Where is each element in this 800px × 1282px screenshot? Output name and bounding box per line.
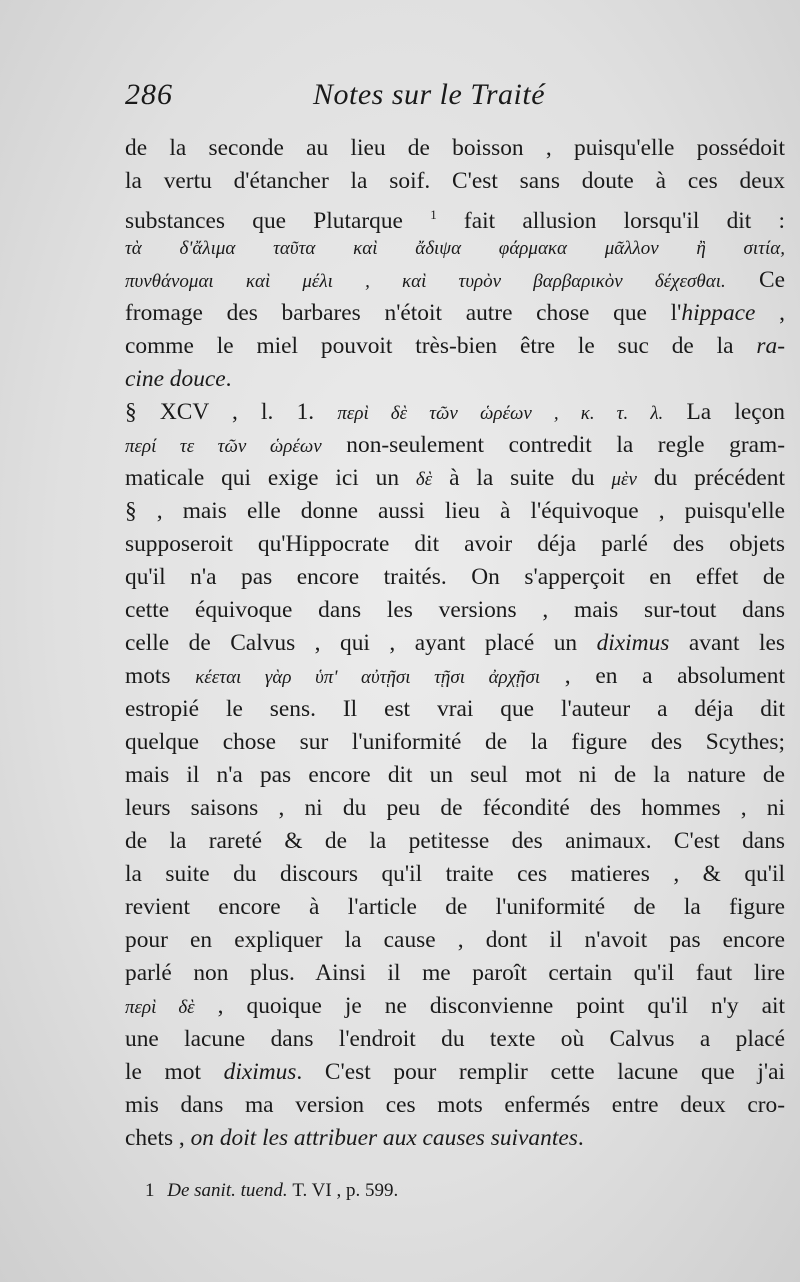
text-run: . [577,1125,584,1151]
greek-text: δὲ [415,469,433,490]
text-run: § , mais elle donne aussi lieu à l'équivoque , puisqu'elle [125,498,785,524]
text-run: . [225,366,232,392]
text-line [125,561,785,594]
text-run: La leçon [663,399,785,425]
text-line [125,825,785,858]
text-line [125,594,785,627]
footnote-text: De sanit. tuend. [167,1180,288,1201]
italic-text: hippace [681,300,756,326]
text-line [125,990,785,1023]
text-run: leurs saisons , ni du peu de fécondité des hommes , ni [125,795,785,821]
text-run: le mot [125,1059,224,1085]
text-line [125,627,785,660]
text-run: . C'est pour remplir cette lacune que j'ai [296,1059,785,1085]
greek-text: περί τε τῶν ὡρέων [125,436,322,457]
greek-text: μὲν [611,469,637,490]
text-run: mis dans ma version ces mots enfermés entre deux cro- [125,1092,785,1118]
italic-text: diximus [223,1059,297,1085]
text-line [125,924,785,957]
text-line [125,231,785,264]
footnote-marker: 1 [430,207,437,222]
text-line [125,693,785,726]
text-line [125,957,785,990]
text-run: du précédent [636,465,785,491]
text-line [125,462,785,495]
text-line [125,726,785,759]
footnote-reference: T. VI , p. 599. [292,1180,399,1201]
footnote-number: 1 [145,1180,155,1201]
text-line [125,660,785,693]
text-line [125,363,785,396]
greek-text: κέεται γὰρ ὑπ' αὐτῇσι τῇσι ἀρχῇσι [195,667,541,688]
text-run: , quoique je ne disconvienne point qu'il n'y ait [194,993,785,1019]
text-run: cette équivoque dans les versions , mais sur-tout dans [125,597,785,623]
text-line [125,891,785,924]
text-run: pour en expliquer la cause , dont il n'avoit pas encore [125,927,785,953]
text-line [125,1056,785,1089]
text-run: maticale qui exige ici un [125,465,416,491]
italic-text: diximus [596,630,670,656]
text-run: qu'il n'a pas encore traités. On s'apperçoit en effet de [125,564,785,590]
italic-text: cine douce [125,366,226,392]
text-line [125,759,785,792]
greek-text: τὰ δ'ἄλιμα ταῦτα καὶ ἄδιψα φάρμακα μᾶλλον ἢ σιτία, [125,238,785,259]
text-run: chets , [125,1125,191,1151]
text-run: supposeroit qu'Hippocrate dit avoir déja parlé des objets [125,531,785,557]
text-run: mais il n'a pas encore dit un seul mot ni de la nature de [125,762,785,788]
greek-text: πυνθάνομαι καὶ μέλι , καὶ τυρὸν βαρβαρικὸν δέχεσθαι. [125,271,726,292]
text-run: de la seconde au lieu de boisson , puisqu'elle possédoit [125,135,785,161]
text-run: une lacune dans l'endroit du texte où Calvus a placé [125,1026,785,1052]
text-line [125,429,785,462]
text-line [125,264,785,297]
text-run: avant les [669,630,785,656]
text-run: , en a absolument [540,663,786,689]
text-run: , [755,300,785,326]
text-run: estropié le sens. Il est vrai que l'auteur a déja dit [125,696,785,722]
text-run: à la suite du [432,465,612,491]
text-run: non-seulement contredit la regle gram- [321,432,785,458]
text-run: § XCV , l. 1. [125,399,338,425]
greek-text: περὶ δὲ [125,997,195,1018]
text-run: de la rareté & de la petitesse des animaux. C'est dans [125,828,785,854]
text-run: la vertu d'étancher la soif. C'est sans doute à ces deux [125,168,785,194]
text-line [125,792,785,825]
text-line [125,1023,785,1056]
text-line [125,528,785,561]
greek-text: περὶ δὲ τῶν ὡρέων , κ. τ. λ. [337,403,664,424]
text-run: mots [125,663,196,689]
text-line [125,858,785,891]
text-run: comme le miel pouvoit très-bien être le suc de la [125,333,757,359]
text-run: la suite du discours qu'il traite ces matieres , & qu'il [125,861,785,887]
text-run: revient encore à l'article de l'uniformité de la figure [125,894,785,920]
body-text [125,132,785,1155]
text-line [125,1089,785,1122]
text-line [125,132,785,165]
text-line [125,198,786,234]
text-run: fait allusion lorsqu'il dit : [436,208,786,234]
page-header [125,78,765,122]
italic-text: on doit les attribuer aux causes suivantes [190,1125,578,1151]
page-number: 286 [125,78,173,111]
text-run: quelque chose sur l'uniformité de la figure des Scythes; [125,729,785,755]
italic-text: ra- [756,333,785,359]
text-line [125,495,785,528]
running-title: Notes sur le Traité [313,78,546,111]
text-run: parlé non plus. Ainsi il me paroît certain qu'il faut lire [125,960,785,986]
text-line [125,396,785,429]
footnote [145,1180,745,1202]
text-run: celle de Calvus , qui , ayant placé un [125,630,597,656]
text-run: substances que Plutarque [125,208,431,234]
text-run: Ce [725,267,785,293]
text-line [125,165,785,198]
text-line [125,1122,785,1155]
text-line [125,330,785,363]
text-line [125,297,785,330]
text-run: fromage des barbares n'étoit autre chose que l' [125,300,682,326]
